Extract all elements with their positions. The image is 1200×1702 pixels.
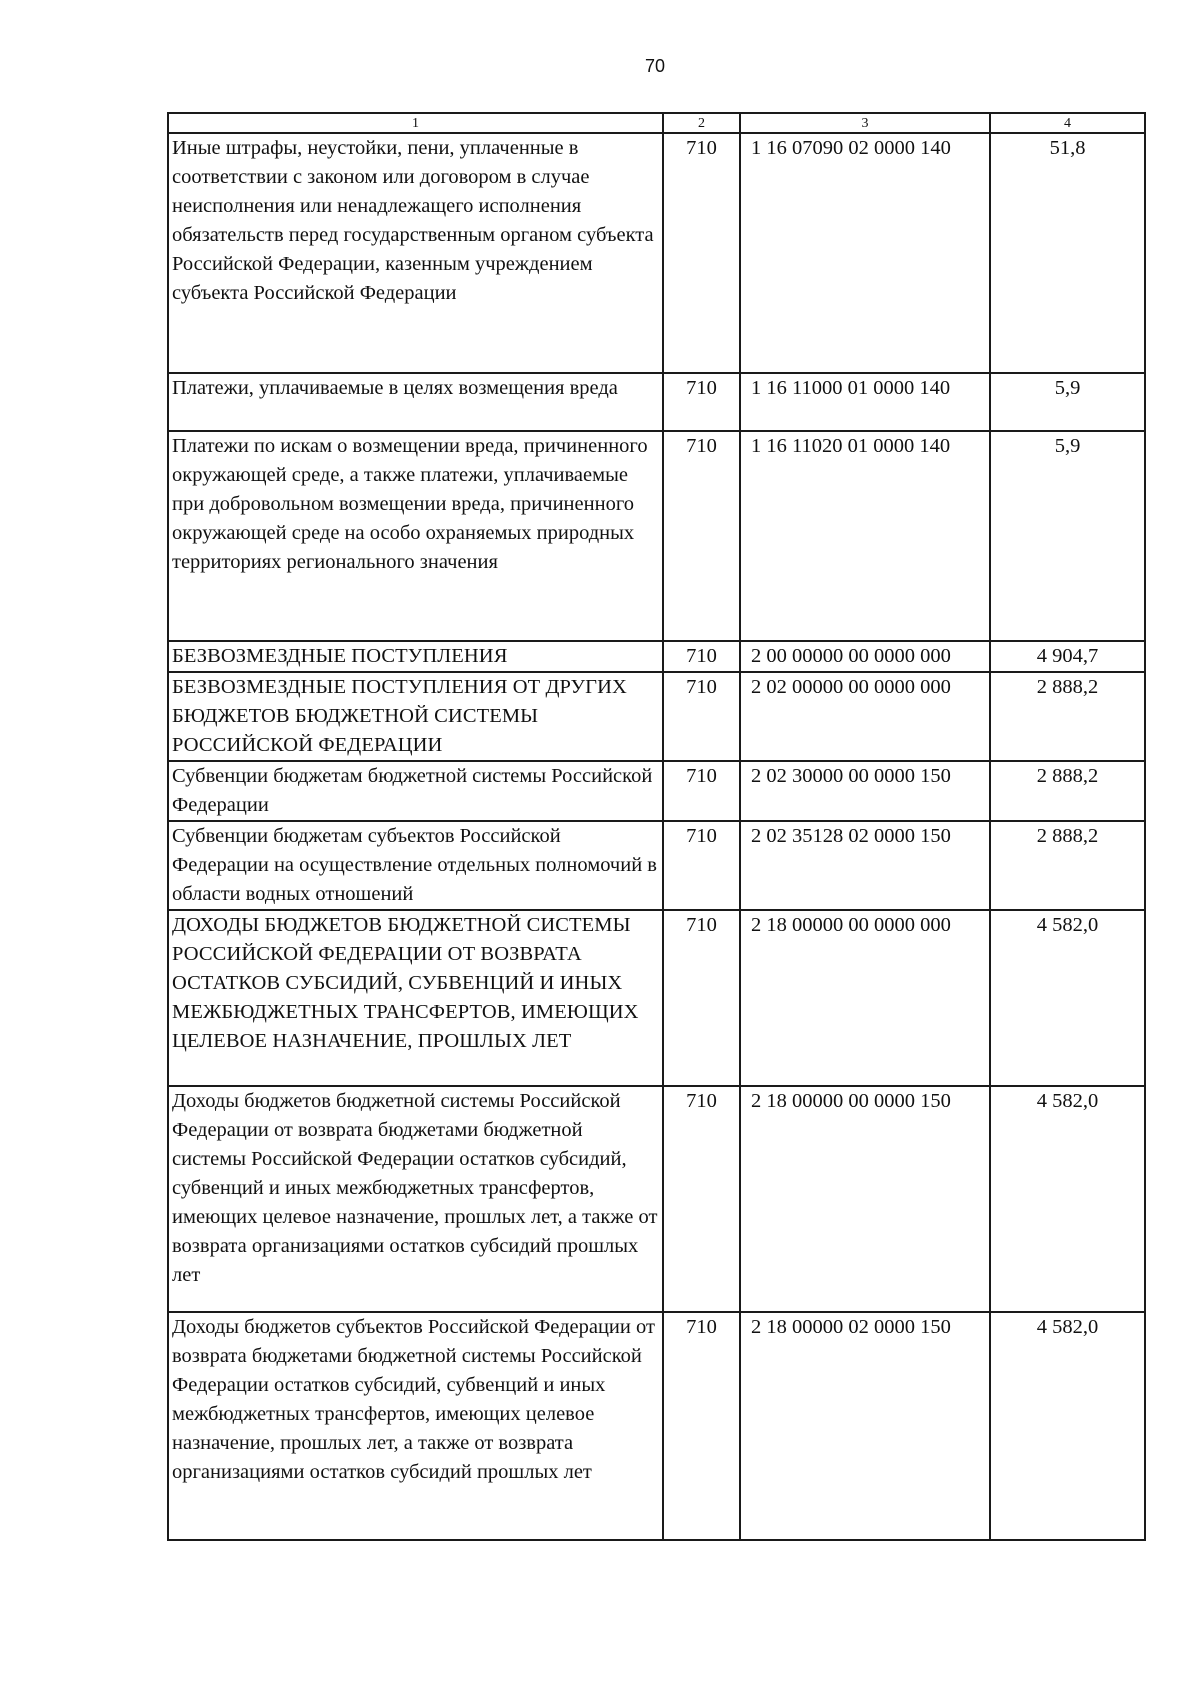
table-row [168, 641, 1145, 672]
row-admin-code: 710 [663, 641, 740, 672]
row-amount: 5,9 [990, 373, 1145, 431]
row-name: Иные штрафы, неустойки, пени, уплаченные в соответствии с законом или договором в случае неисполнения или ненадлежащего исполнения обязательств перед государственным органом субъекта Российской Федерации, казенным учреждением субъекта Российской Федерации [168, 133, 663, 373]
row-name: Платежи по искам о возмещении вреда, причиненного окружающей среде, а также платежи, уплачиваемые при добровольном возмещении вреда, причиненного окружающей среде на особо охраняемых природных территориях регионального значения [168, 431, 663, 641]
column-header-4: 4 [990, 113, 1145, 133]
table-row [168, 1312, 1145, 1540]
row-budget-code: 2 02 00000 00 0000 000 [740, 672, 990, 761]
row-name: Платежи, уплачиваемые в целях возмещения вреда [168, 373, 663, 431]
row-admin-code: 710 [663, 133, 740, 373]
row-admin-code: 710 [663, 373, 740, 431]
row-budget-code: 2 18 00000 02 0000 150 [740, 1312, 990, 1540]
table-row [168, 821, 1145, 910]
column-header-1: 1 [168, 113, 663, 133]
page-number [0, 56, 1200, 77]
row-budget-code: 2 18 00000 00 0000 000 [740, 910, 990, 1086]
row-admin-code: 710 [663, 672, 740, 761]
table-row [168, 761, 1145, 821]
table-row [168, 373, 1145, 431]
table-row [168, 1086, 1145, 1312]
row-name: Доходы бюджетов субъектов Российской Федерации от возврата бюджетами бюджетной системы Российской Федерации остатков субсидий, субвенций и иных межбюджетных трансфертов, имеющих целевое назначение, прошлых лет, а также от возврата организациями остатков субсидий прошлых лет [168, 1312, 663, 1540]
row-budget-code: 1 16 11020 01 0000 140 [740, 431, 990, 641]
table-row [168, 431, 1145, 641]
row-admin-code: 710 [663, 761, 740, 821]
row-name: Субвенции бюджетам субъектов Российской Федерации на осуществление отдельных полномочий в области водных отношений [168, 821, 663, 910]
row-amount: 5,9 [990, 431, 1145, 641]
row-amount: 4 582,0 [990, 1312, 1145, 1540]
table-row [168, 133, 1145, 373]
row-amount: 51,8 [990, 133, 1145, 373]
row-amount: 4 582,0 [990, 1086, 1145, 1312]
row-name: ДОХОДЫ БЮДЖЕТОВ БЮДЖЕТНОЙ СИСТЕМЫ РОССИЙСКОЙ ФЕДЕРАЦИИ ОТ ВОЗВРАТА ОСТАТКОВ СУБСИДИЙ, СУБВЕНЦИЙ И ИНЫХ МЕЖБЮДЖЕТНЫХ ТРАНСФЕРТОВ, ИМЕЮЩИХ ЦЕЛЕВОЕ НАЗНАЧЕНИЕ, ПРОШЛЫХ ЛЕТ [168, 910, 663, 1086]
row-amount: 2 888,2 [990, 672, 1145, 761]
page-number-text: 70 [644, 56, 666, 76]
row-budget-code: 2 02 35128 02 0000 150 [740, 821, 990, 910]
row-admin-code: 710 [663, 1086, 740, 1312]
revenue-table [167, 112, 1146, 1541]
table-row [168, 672, 1145, 761]
row-budget-code: 2 00 00000 00 0000 000 [740, 641, 990, 672]
column-header-3: 3 [740, 113, 990, 133]
table-row [168, 910, 1145, 1086]
row-amount: 2 888,2 [990, 821, 1145, 910]
row-name: Доходы бюджетов бюджетной системы Российской Федерации от возврата бюджетами бюджетной системы Российской Федерации остатков субсидий, субвенций и иных межбюджетных трансфертов, имеющих целевое назначение, прошлых лет, а также от возврата организациями остатков субсидий прошлых лет [168, 1086, 663, 1312]
row-admin-code: 710 [663, 431, 740, 641]
row-budget-code: 2 02 30000 00 0000 150 [740, 761, 990, 821]
column-header-2: 2 [663, 113, 740, 133]
row-budget-code: 1 16 11000 01 0000 140 [740, 373, 990, 431]
row-amount: 4 582,0 [990, 910, 1145, 1086]
row-amount: 4 904,7 [990, 641, 1145, 672]
row-name: БЕЗВОЗМЕЗДНЫЕ ПОСТУПЛЕНИЯ [168, 641, 663, 672]
row-admin-code: 710 [663, 910, 740, 1086]
row-name: Субвенции бюджетам бюджетной системы Российской Федерации [168, 761, 663, 821]
row-budget-code: 2 18 00000 00 0000 150 [740, 1086, 990, 1312]
table-header-row [168, 113, 1145, 133]
row-budget-code: 1 16 07090 02 0000 140 [740, 133, 990, 373]
row-amount: 2 888,2 [990, 761, 1145, 821]
row-admin-code: 710 [663, 821, 740, 910]
row-admin-code: 710 [663, 1312, 740, 1540]
row-name: БЕЗВОЗМЕЗДНЫЕ ПОСТУПЛЕНИЯ ОТ ДРУГИХ БЮДЖЕТОВ БЮДЖЕТНОЙ СИСТЕМЫ РОССИЙСКОЙ ФЕДЕРАЦИИ [168, 672, 663, 761]
